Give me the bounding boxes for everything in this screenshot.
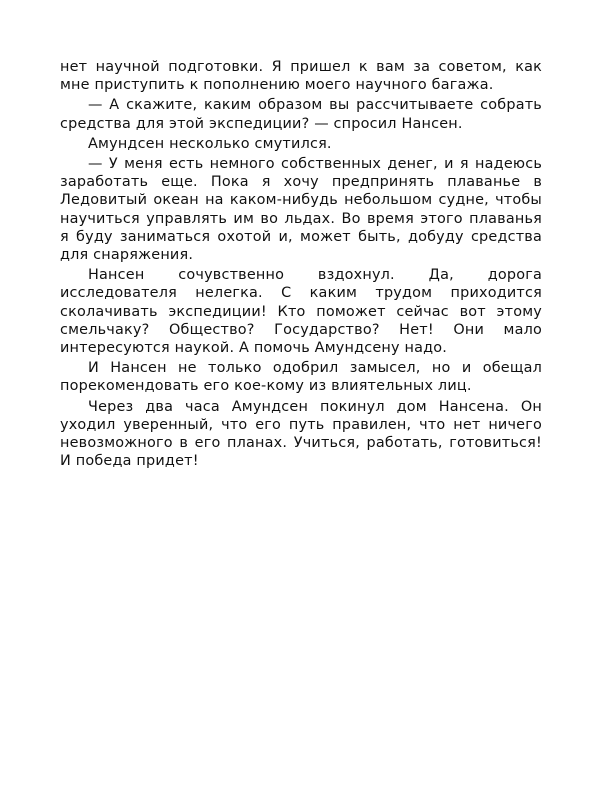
paragraph-continuation: нет научной подготовки. Я пришел к вам за советом, как мне приступить к пополнению моего научного багажа. xyxy=(60,59,542,94)
paragraph-nansen-sigh: Нансен сочувственно вздохнул. Да, дорога исследователя нелегка. С каким трудом приходится сколачивать экспедиции! Кто поможет сейчас вот этому смельчаку? Общество? Государство? Нет! Они мало интересуются наукой. А помочь Амундсену надо. xyxy=(60,267,542,357)
paragraph-amundsen-embarrassed: Амундсен несколько смутился. xyxy=(88,135,332,152)
paragraph-amundsen-reply: — У меня есть немного собственных денег, и я надеюсь заработать еще. Пока я хочу предпринять плаванье в Ледовитый океан на каком-нибудь небольшом судне, чтобы научиться управлять им во льдах. Во время этого плаванья я буду заниматься охотой и, может быть, добуду средства для снаряжения. xyxy=(60,156,542,264)
paragraph-nansen-approval: И Нансен не только одобрил замысел, но и обещал порекомендовать его кое-кому из влиятельных лиц. xyxy=(60,360,542,395)
paragraph-amundsen-leaves: Через два часа Амундсен покинул дом Нансена. Он уходил уверенный, что его путь правилен, что нет ничего невозможного в его планах. Учиться, работать, готовиться! И победа придет! xyxy=(60,398,542,470)
paragraph-nansen-question: — А скажите, каким образом вы рассчитываете собрать средства для этой экспедиции? — спросил Нансен. xyxy=(60,97,542,132)
page-text xyxy=(60,58,542,472)
